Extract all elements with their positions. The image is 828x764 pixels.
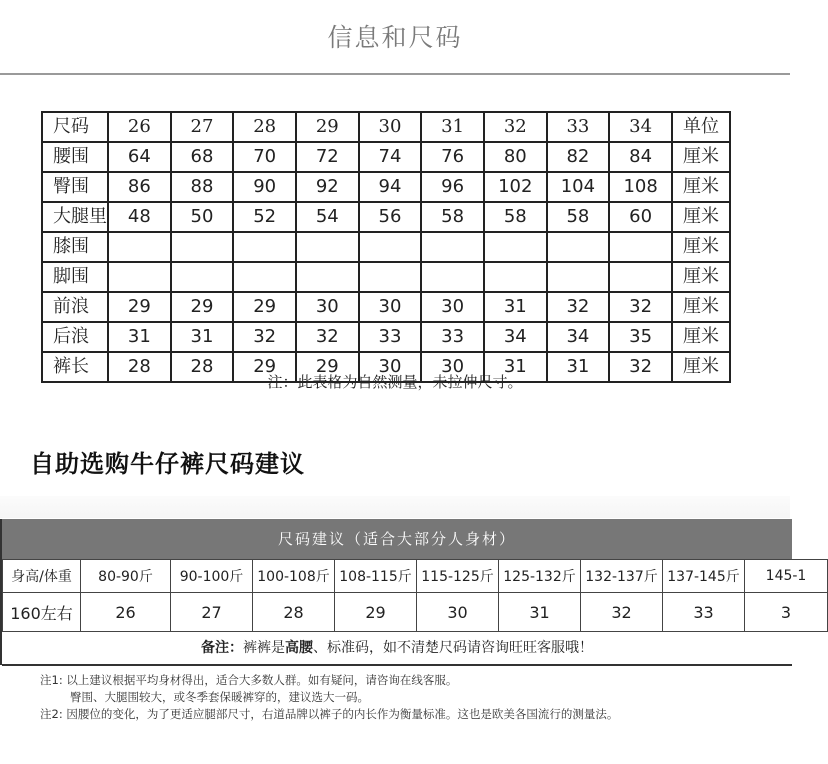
measure-value xyxy=(171,262,234,292)
size-header-cell: 29 xyxy=(296,112,359,142)
measure-value: 32 xyxy=(233,322,296,352)
measure-value: 35 xyxy=(609,322,672,352)
measure-value: 50 xyxy=(171,202,234,232)
measure-value: 68 xyxy=(171,142,234,172)
unit-cell: 厘米 xyxy=(672,262,730,292)
measure-value: 74 xyxy=(359,142,422,172)
measure-value xyxy=(484,262,547,292)
measure-value: 32 xyxy=(296,322,359,352)
faded-background-row xyxy=(0,496,790,518)
measure-value: 32 xyxy=(609,292,672,322)
remark-bold: 高腰 xyxy=(285,640,313,656)
measure-label: 膝围 xyxy=(42,232,108,262)
measure-value: 88 xyxy=(171,172,234,202)
measure-value: 104 xyxy=(547,172,610,202)
weight-range-cell: 132-137斤 xyxy=(581,560,663,593)
measure-value xyxy=(296,232,359,262)
measure-label: 脚围 xyxy=(42,262,108,292)
weight-range-cell: 80-90斤 xyxy=(81,560,171,593)
size-header-label: 尺码 xyxy=(42,112,108,142)
measure-value xyxy=(547,262,610,292)
measure-value: 30 xyxy=(359,292,422,322)
measure-value: 28 xyxy=(108,352,171,382)
recommended-size-cell: 3 xyxy=(745,593,828,632)
measure-value: 28 xyxy=(171,352,234,382)
unit-header: 单位 xyxy=(672,112,730,142)
size-header-cell: 34 xyxy=(609,112,672,142)
measure-value xyxy=(359,262,422,292)
measure-value: 30 xyxy=(296,292,359,322)
recommendation-table-title: 尺码建议（适合大部分人身材） xyxy=(2,519,792,559)
measure-value: 29 xyxy=(233,292,296,322)
size-table-row xyxy=(42,292,730,322)
unit-cell: 厘米 xyxy=(672,232,730,262)
page-title: 信息和尺码 xyxy=(327,23,463,52)
measure-value: 80 xyxy=(484,142,547,172)
measure-value: 76 xyxy=(421,142,484,172)
weight-range-cell: 115-125斤 xyxy=(417,560,499,593)
size-recommendation-table xyxy=(0,519,807,665)
unit-cell: 厘米 xyxy=(672,202,730,232)
measure-value xyxy=(171,232,234,262)
measure-value xyxy=(233,232,296,262)
measure-value: 34 xyxy=(547,322,610,352)
recommended-size-cell: 31 xyxy=(499,593,581,632)
measure-value xyxy=(296,262,359,292)
measure-value xyxy=(108,232,171,262)
size-table-row xyxy=(42,262,730,292)
measure-value: 32 xyxy=(547,292,610,322)
measure-value: 86 xyxy=(108,172,171,202)
size-table-row xyxy=(42,172,730,202)
size-header-cell: 33 xyxy=(547,112,610,142)
measure-value: 48 xyxy=(108,202,171,232)
size-table-row xyxy=(42,232,730,262)
measure-value: 60 xyxy=(609,202,672,232)
recommended-size-cell: 33 xyxy=(663,593,745,632)
recommended-size-cell: 28 xyxy=(253,593,335,632)
size-header-cell: 30 xyxy=(359,112,422,142)
measure-value: 56 xyxy=(359,202,422,232)
recommendation-grid xyxy=(2,559,828,632)
measure-value: 72 xyxy=(296,142,359,172)
measure-value: 31 xyxy=(484,292,547,322)
measure-value: 96 xyxy=(421,172,484,202)
measure-value: 31 xyxy=(547,352,610,382)
measure-value: 33 xyxy=(359,322,422,352)
recommended-size-cell: 27 xyxy=(171,593,253,632)
remark-prefix: 备注： xyxy=(201,640,243,656)
measure-label: 后浪 xyxy=(42,322,108,352)
measure-value: 58 xyxy=(484,202,547,232)
header-divider xyxy=(0,73,790,75)
size-table-row xyxy=(42,322,730,352)
unit-cell: 厘米 xyxy=(672,172,730,202)
measure-value: 29 xyxy=(233,352,296,382)
measure-value xyxy=(609,232,672,262)
measure-value: 84 xyxy=(609,142,672,172)
unit-cell: 厘米 xyxy=(672,322,730,352)
measure-value: 29 xyxy=(171,292,234,322)
measure-value: 30 xyxy=(359,352,422,382)
measure-value xyxy=(359,232,422,262)
measure-value: 31 xyxy=(171,322,234,352)
measure-value: 30 xyxy=(421,352,484,382)
measure-value: 90 xyxy=(233,172,296,202)
measure-value: 58 xyxy=(547,202,610,232)
weight-range-cell: 108-115斤 xyxy=(335,560,417,593)
footnote-1: 注1: 以上建议根据平均身材得出，适合大多数人群。如有疑问，请咨询在线客服。 xyxy=(40,673,458,687)
measure-value: 58 xyxy=(421,202,484,232)
weight-range-cell: 137-145斤 xyxy=(663,560,745,593)
measurement-note: 注：此表格为自然测量，未拉伸尺寸。 xyxy=(267,373,523,391)
size-header-cell: 31 xyxy=(421,112,484,142)
measure-label: 臀围 xyxy=(42,172,108,202)
size-table xyxy=(41,111,731,383)
measure-value: 29 xyxy=(296,352,359,382)
measure-value: 34 xyxy=(484,322,547,352)
measure-value xyxy=(609,262,672,292)
measure-value xyxy=(233,262,296,292)
size-header-cell: 27 xyxy=(171,112,234,142)
measure-label: 腰围 xyxy=(42,142,108,172)
measure-value: 94 xyxy=(359,172,422,202)
measure-value: 108 xyxy=(609,172,672,202)
remark-text-2: 、标准码，如不清楚尺码请咨询旺旺客服哦！ xyxy=(313,640,593,656)
measure-value: 31 xyxy=(484,352,547,382)
size-header-cell: 32 xyxy=(484,112,547,142)
footnote-1-cont: 臀围、大腿围较大，或冬季套保暖裤穿的，建议选大一码。 xyxy=(70,690,369,704)
weight-range-cell: 90-100斤 xyxy=(171,560,253,593)
footnote-2: 注2: 因腰位的变化，为了更适应腿部尺寸，右道品牌以裤子的内长作为衡量标准。这也是欧美各国流行的测量法。 xyxy=(40,707,619,721)
section-title: 自助选购牛仔裤尺码建议 xyxy=(30,450,305,478)
size-header-cell: 28 xyxy=(233,112,296,142)
measure-value xyxy=(421,232,484,262)
weight-range-cell: 125-132斤 xyxy=(499,560,581,593)
measure-value: 64 xyxy=(108,142,171,172)
weight-range-cell: 145-1 xyxy=(745,560,828,593)
unit-cell: 厘米 xyxy=(672,352,730,382)
measure-value xyxy=(547,232,610,262)
unit-cell: 厘米 xyxy=(672,292,730,322)
footnotes xyxy=(40,672,618,723)
measure-value: 33 xyxy=(421,322,484,352)
recommended-size-cell: 30 xyxy=(417,593,499,632)
measure-value: 31 xyxy=(108,322,171,352)
size-header-cell: 26 xyxy=(108,112,171,142)
height-label: 160左右 xyxy=(3,593,81,632)
recommendation-remark xyxy=(2,631,792,666)
measure-value: 30 xyxy=(421,292,484,322)
measure-label: 裤长 xyxy=(42,352,108,382)
recommended-size-cell: 32 xyxy=(581,593,663,632)
measure-value: 102 xyxy=(484,172,547,202)
measure-value: 29 xyxy=(108,292,171,322)
measure-value: 82 xyxy=(547,142,610,172)
measure-label: 大腿里 xyxy=(42,202,108,232)
recommended-size-cell: 29 xyxy=(335,593,417,632)
size-table-row xyxy=(42,202,730,232)
measure-value: 52 xyxy=(233,202,296,232)
measure-value: 70 xyxy=(233,142,296,172)
measure-value xyxy=(108,262,171,292)
weight-range-cell: 100-108斤 xyxy=(253,560,335,593)
unit-cell: 厘米 xyxy=(672,142,730,172)
measure-value: 54 xyxy=(296,202,359,232)
weight-label: 身高/体重 xyxy=(3,560,81,593)
recommended-size-cell: 26 xyxy=(81,593,171,632)
measure-label: 前浪 xyxy=(42,292,108,322)
remark-text-1: 裤裤是 xyxy=(243,640,285,656)
measure-value xyxy=(421,262,484,292)
size-table-row xyxy=(42,142,730,172)
measure-value xyxy=(484,232,547,262)
measure-value: 32 xyxy=(609,352,672,382)
measure-value: 92 xyxy=(296,172,359,202)
